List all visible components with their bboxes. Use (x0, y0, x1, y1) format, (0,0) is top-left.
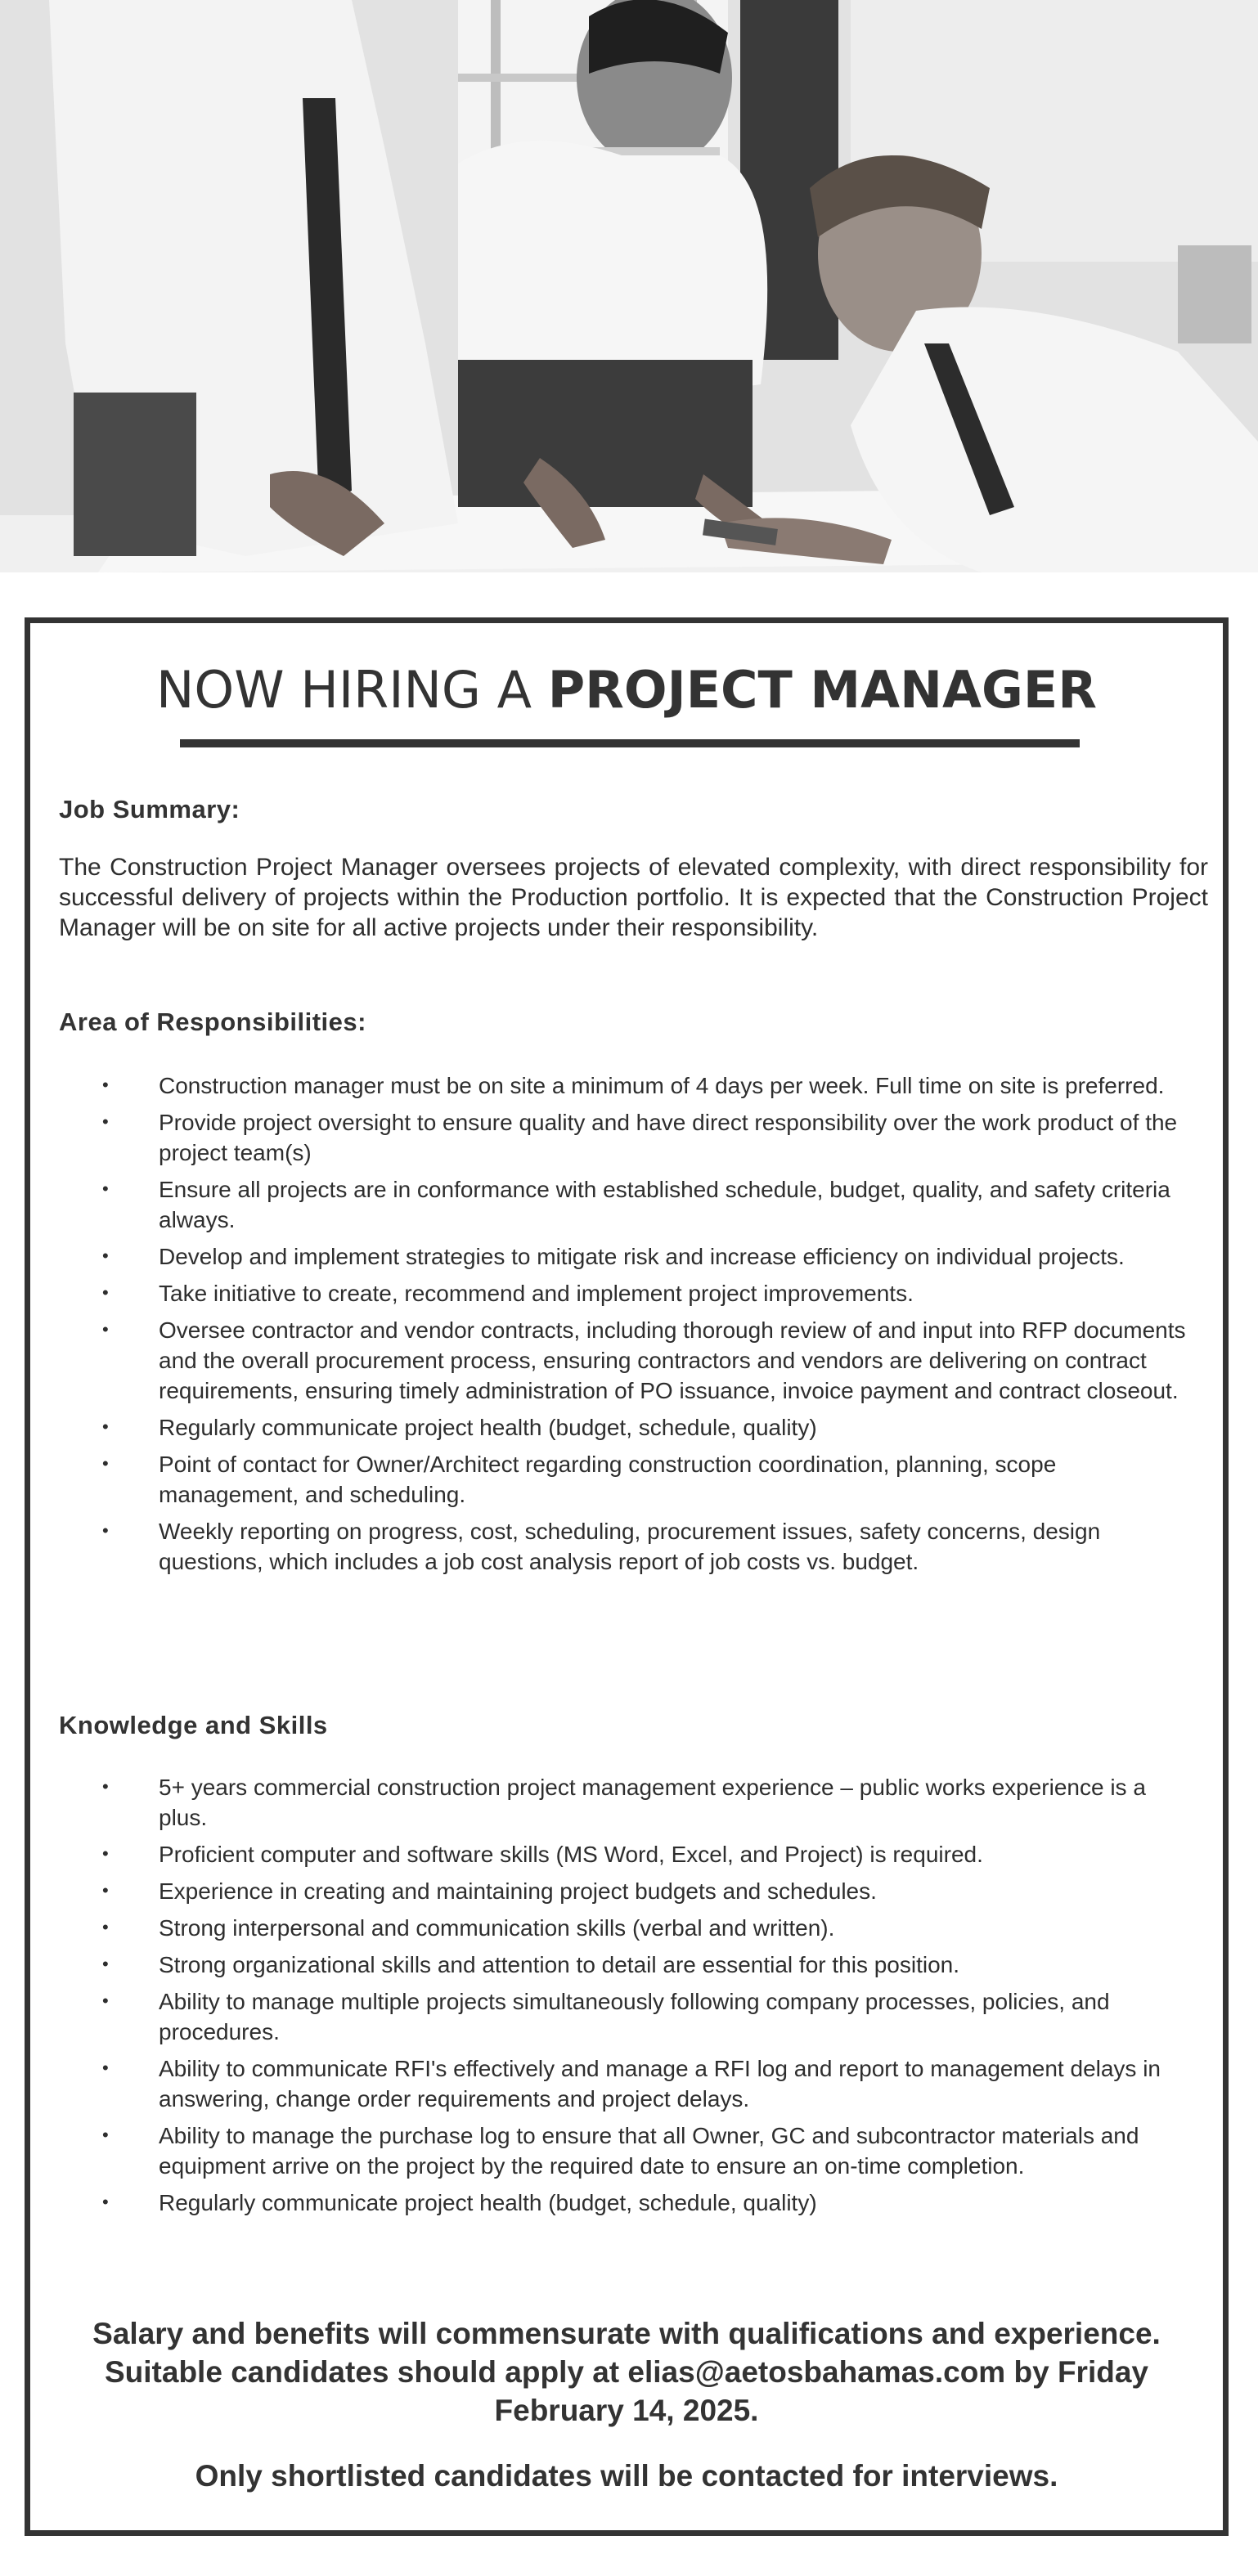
bullet-icon: • (102, 2192, 109, 2212)
list-item (30, 2188, 1208, 2218)
job-summary-heading: Job Summary: (59, 795, 240, 824)
list-item-text: Strong organizational skills and attention to detail are essential for this position. (159, 1952, 960, 1977)
list-item (30, 1241, 1208, 1272)
list-item (30, 1278, 1208, 1308)
list-item (30, 1839, 1208, 1869)
list-item (30, 1449, 1208, 1510)
bullet-icon: • (102, 1453, 109, 1474)
list-item (30, 2120, 1208, 2181)
list-item (30, 1950, 1208, 1980)
list-item-text: Take initiative to create, recommend and implement project improvements. (159, 1281, 914, 1306)
skills-list (30, 1772, 1208, 2224)
list-item-text: Construction manager must be on site a minimum of 4 days per week. Full time on site is preferred. (159, 1073, 1165, 1098)
list-item (30, 1070, 1208, 1101)
bullet-icon: • (102, 1990, 109, 2011)
list-item-text: Point of contact for Owner/Architect regarding construction coordination, planning, scope management, and scheduling. (159, 1452, 1057, 1507)
bullet-icon: • (102, 1954, 109, 1974)
bullet-icon: • (102, 1917, 109, 1937)
title-bold: PROJECT MANAGER (547, 660, 1097, 720)
bullet-icon: • (102, 1178, 109, 1199)
bullet-icon: • (102, 2058, 109, 2078)
list-item (30, 1107, 1208, 1168)
title-underline (180, 739, 1080, 747)
responsibilities-list (30, 1070, 1208, 1583)
list-item (30, 1315, 1208, 1406)
list-item-text: Develop and implement strategies to mitigate risk and increase efficiency on individual projects. (159, 1244, 1125, 1269)
list-item-text: Experience in creating and maintaining project budgets and schedules. (159, 1878, 877, 1904)
list-item-text: Strong interpersonal and communication skills (verbal and written). (159, 1915, 835, 1941)
list-item (30, 1772, 1208, 1833)
list-item-text: Provide project oversight to ensure quality and have direct responsibility over the work product of the project team(s) (159, 1110, 1178, 1165)
list-item-text: Regularly communicate project health (budget, schedule, quality) (159, 2190, 817, 2215)
list-item-text: Proficient computer and software skills (MS Word, Excel, and Project) is required. (159, 1842, 983, 1867)
posting-frame (25, 617, 1229, 2536)
shortlist-note: Only shortlisted candidates will be contacted for interviews. (195, 2459, 1058, 2493)
bullet-icon: • (102, 1520, 109, 1541)
bullet-icon: • (102, 1111, 109, 1132)
team-photo-icon (0, 0, 1258, 572)
list-item (30, 1876, 1208, 1906)
list-item-text: Oversee contractor and vendor contracts, including thorough review of and input into RFP documents and the overall procurement process, ensuring contractors and vendors are delivering on contract requirements, ensuring timely administration of PO issuance, invoice payment and contract closeout. (159, 1317, 1186, 1403)
bullet-icon: • (102, 1319, 109, 1340)
list-item (30, 1516, 1208, 1577)
bullet-icon: • (102, 1416, 109, 1437)
list-item-text: Ensure all projects are in conformance with established schedule, budget, quality, and safety criteria always. (159, 1177, 1170, 1232)
bullet-icon: • (102, 1282, 109, 1303)
bullet-icon: • (102, 1843, 109, 1864)
list-item (30, 1913, 1208, 1943)
bullet-icon: • (102, 1245, 109, 1266)
bullet-icon: • (102, 2125, 109, 2145)
salary-statement: Salary and benefits will commensurate with qualifications and experience. Suitable candidates should apply at elias@aetosbahamas.com by Friday February 14, 2025. (92, 2317, 1161, 2427)
list-item-text: Weekly reporting on progress, cost, scheduling, procurement issues, safety concerns, design questions, which includes a job cost analysis report of job costs vs. budget. (159, 1519, 1101, 1574)
list-item-text: Ability to manage the purchase log to ensure that all Owner, GC and subcontractor materials and equipment arrive on the project by the required date to ensure an on-time completion. (159, 2123, 1139, 2179)
list-item-text: Regularly communicate project health (budget, schedule, quality) (159, 1415, 817, 1440)
list-item-text: 5+ years commercial construction project management experience – public works experience is a plus. (159, 1775, 1146, 1830)
bullet-icon: • (102, 1880, 109, 1901)
title-light: NOW HIRING A (156, 660, 548, 720)
list-item-text: Ability to manage multiple projects simultaneously following company processes, policies, and procedures. (159, 1989, 1110, 2044)
list-item (30, 2053, 1208, 2114)
bullet-icon: • (102, 1075, 109, 1095)
bullet-icon: • (102, 1776, 109, 1797)
job-summary-text: The Construction Project Manager oversees projects of elevated complexity, with direct responsibility for successful delivery of projects within the Production portfolio. It is expected that the Construction Project Manager will be on site for all active projects under their responsibility. (59, 854, 1208, 941)
list-item (30, 1986, 1208, 2047)
skills-heading: Knowledge and Skills (59, 1711, 328, 1739)
list-item-text: Ability to communicate RFI's effectively and manage a RFI log and report to management delays in answering, change order requirements and project delays. (159, 2056, 1161, 2112)
page-title (30, 660, 1223, 720)
responsibilities-heading: Area of Responsibilities: (59, 1008, 366, 1036)
header-photo (0, 0, 1258, 572)
list-item (30, 1412, 1208, 1443)
list-item (30, 1174, 1208, 1235)
